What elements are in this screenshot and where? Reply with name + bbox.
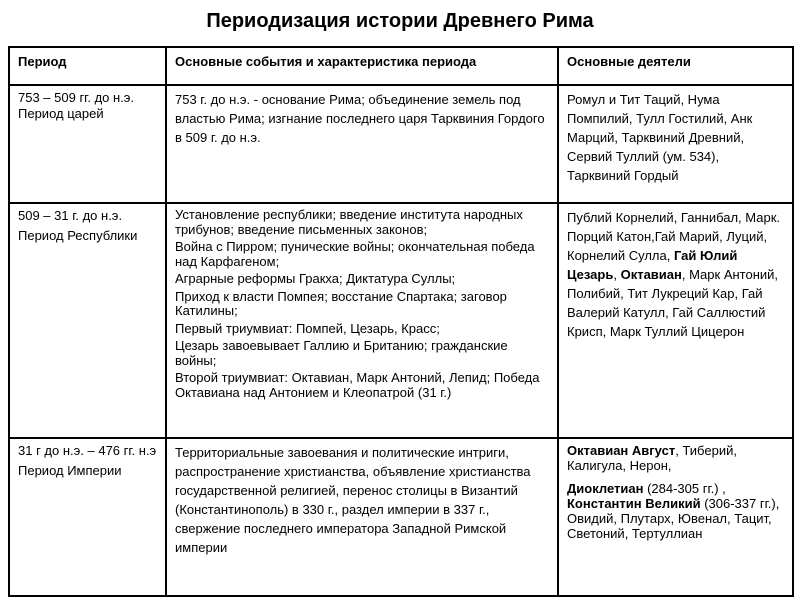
header-period: Период: [9, 47, 166, 85]
figure-span: Ромул и Тит Таций, Нума Помпилий, Тулл Гостилий, Анк Марций, Тарквиний Древний, Сервий Туллий (ум. 534), Тарквиний Гордый: [567, 92, 753, 183]
figure-span: (306-337 гг.), Овидий, Плутарх, Ювенал, Тацит, Светоний, Тертуллиан: [567, 496, 780, 541]
table-row: [9, 203, 793, 438]
events-cell: [166, 203, 558, 438]
period-name: Период царей: [18, 106, 104, 121]
periodization-table: [8, 46, 794, 597]
period-dates: 753 – 509 гг. до н.э.: [18, 90, 135, 105]
period-dates: 509 – 31 г. до н.э.: [18, 208, 123, 223]
figure-span-bold: Октавиан: [620, 267, 682, 282]
events-cell: [166, 438, 558, 596]
table-row: [9, 438, 793, 596]
figure-span: Публий Корнелий, Ганнибал, Марк. Порций Катон,Гай Марий, Луций, Корнелий Сулла,: [567, 210, 780, 263]
event-item: Цезарь завоевывает Галлию и Британию; гражданские войны;: [175, 338, 508, 368]
figures-cell: [558, 438, 793, 596]
figures-text: [567, 496, 784, 541]
header-events: Основные события и характеристика периода: [166, 47, 558, 85]
event-item: Аграрные реформы Гракха; Диктатура Суллы;: [175, 271, 456, 286]
figure-span: , Тиберий, Калигула, Нерон,: [567, 443, 737, 473]
event-item: Война с Пирром; пунические войны; окончательная победа над Карфагеном;: [175, 239, 535, 269]
event-item: Установление республики; введение института народных трибунов; введение письменных законов;: [175, 207, 523, 237]
figures-cell: [558, 85, 793, 203]
page-title: Периодизация истории Древнего Рима: [206, 10, 594, 32]
event-item: Первый триумвиат: Помпей, Цезарь, Красс;: [175, 320, 440, 336]
header-figures: Основные деятели: [558, 47, 793, 85]
table-header-row: [9, 47, 793, 85]
period-cell: [9, 438, 166, 596]
event-item: Второй триумвиат: Октавиан, Марк Антоний, Лепид; Победа Октавиана над Антонием и Клеопатрой (31 г.): [175, 370, 540, 400]
events-cell: [166, 85, 558, 203]
period-name: Период Империи: [18, 463, 122, 478]
figure-span-bold: Константин Великий: [567, 496, 701, 511]
period-cell: [9, 85, 166, 203]
figure-span-bold: Гай Юлий Цезарь: [567, 248, 738, 282]
figures-text: [567, 208, 784, 341]
event-text: Территориальные завоевания и политические интриги, распространение христианства, объявление христианства государственной религией, перенос столицы в Византий (Константинополь) в 330 г., раздел империи в 337 г., свержение последнего императора Западной Римской империи: [175, 445, 531, 555]
figures-cell: [558, 203, 793, 438]
table-row: [9, 85, 793, 203]
period-name: Период Республики: [18, 228, 138, 243]
figure-span: , Марк Антоний, Полибий, Тит Лукреций Кар, Гай Валерий Катулл, Гай Саллюстий Крисп, Марк Туллий Цицерон: [567, 267, 779, 339]
period-cell: [9, 203, 166, 438]
figures-text: [567, 481, 784, 496]
figures-text: [567, 90, 784, 185]
figure-span-bold: Диоклетиан: [567, 481, 644, 496]
figure-span-bold: Октавиан Август: [567, 443, 676, 458]
period-dates: 31 г до н.э. – 476 гг. н.э: [18, 443, 157, 458]
event-item: Приход к власти Помпея; восстание Спартака; заговор Катилины;: [175, 288, 507, 318]
event-text: 753 г. до н.э. - основание Рима; объединение земель под властью Рима; изгнание последнего царя Тарквиния Гордого в 509 г. до н.э.: [175, 92, 545, 145]
figures-text: [567, 443, 784, 473]
figure-span: (284-305 гг.) ,: [643, 481, 726, 496]
figure-span: ,: [613, 267, 621, 282]
